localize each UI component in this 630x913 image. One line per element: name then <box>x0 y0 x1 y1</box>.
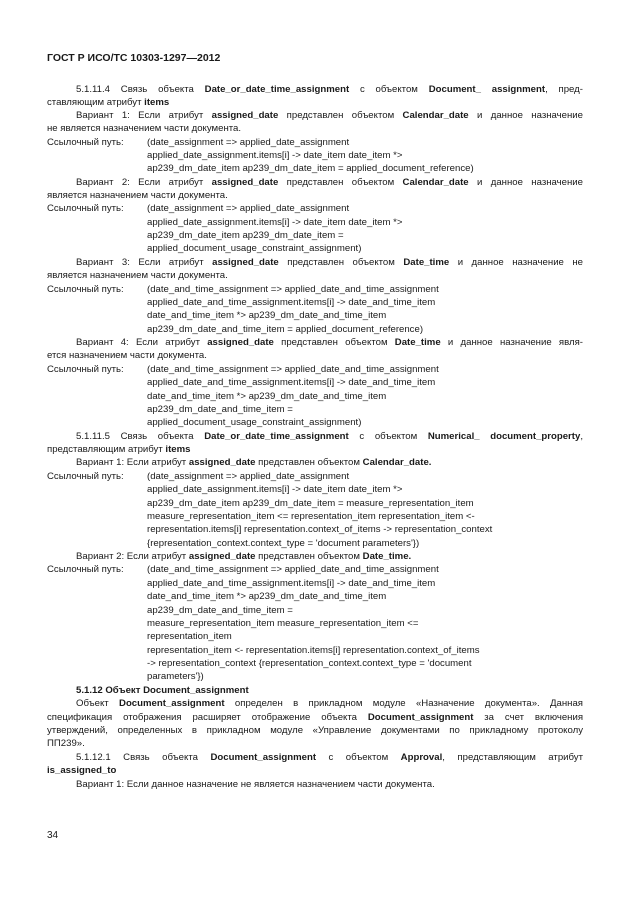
text-line <box>76 751 583 764</box>
text-span: ap239_dm_date_and_time_item = <box>147 605 293 616</box>
bold-term: 5.1.12 Объект Document_assignment <box>76 685 249 696</box>
text-span: applied_date_and_time_assignment.items[i] -> date_and_time_item <box>147 377 436 388</box>
text-line <box>47 189 228 202</box>
text-line <box>147 229 344 242</box>
bold-term: Date_time <box>394 337 441 348</box>
text-span: representation_item <- representation.items[i] representation.context_of_items <box>147 645 480 656</box>
text-span: и данное назначение явля- <box>440 337 583 348</box>
bold-term: Calendar_date. <box>362 457 432 468</box>
bold-term: Date_or_date_time_assignment <box>204 84 350 95</box>
text-span: Ссылочный путь: <box>47 203 124 214</box>
text-line <box>76 430 583 443</box>
bold-term: Calendar_date <box>402 110 469 121</box>
text-span: date_and_time_item *> ap239_dm_date_and_time_item <box>147 391 387 402</box>
text-line <box>147 523 492 536</box>
text-span: ap239_dm_date_item ap239_dm_date_item = applied_document_reference) <box>147 163 474 174</box>
text-span: Ссылочный путь: <box>47 471 124 482</box>
text-line <box>47 470 124 483</box>
text-span: applied_date_assignment.items[i] -> date_item date_item *> <box>147 150 403 161</box>
bold-term: Calendar_date <box>402 177 469 188</box>
bold-term: is_assigned_to <box>47 765 117 776</box>
text-line <box>147 403 293 416</box>
text-span: является назначением части документа. <box>47 270 228 281</box>
bold-term: assigned_date <box>212 257 279 268</box>
text-line <box>47 737 85 750</box>
text-line <box>76 256 583 269</box>
text-span: спецификация отображения расширяет отображение объекта <box>47 712 368 723</box>
text-span: Ссылочный путь: <box>47 284 124 295</box>
text-line <box>147 363 439 376</box>
text-line <box>147 483 402 496</box>
text-span: ap239_dm_date_and_time_item = <box>147 404 293 415</box>
text-span: ap239_dm_date_and_time_item = applied_document_reference) <box>147 324 424 335</box>
text-span: date_and_time_item *> ap239_dm_date_and_time_item <box>147 310 387 321</box>
bold-term: Document_ assignment <box>428 84 546 95</box>
text-span: и данное назначение <box>468 177 583 188</box>
text-span: представляющим атрибут <box>47 444 166 455</box>
bold-term: Date_time. <box>362 551 412 562</box>
text-span: и данное назначение не <box>449 257 583 268</box>
text-line <box>147 323 423 336</box>
text-line <box>47 349 207 362</box>
bold-term: assigned_date <box>207 337 274 348</box>
text-span: representation_item <box>147 631 232 642</box>
text-span: (date_assignment => applied_date_assignment <box>147 471 350 482</box>
bold-term: Document_assignment <box>119 698 225 709</box>
text-span: applied_document_usage_constraint_assignment) <box>147 243 362 254</box>
text-line <box>47 136 124 149</box>
text-line <box>147 590 386 603</box>
text-line <box>47 363 124 376</box>
text-span: applied_date_assignment.items[i] -> date_item date_item *> <box>147 217 403 228</box>
text-span: Вариант 1: Если атрибут <box>76 457 189 468</box>
text-span: applied_date_assignment.items[i] -> date_item date_item *> <box>147 484 403 495</box>
bold-term: items <box>144 97 170 108</box>
text-span: определен в прикладном модуле «Назначение документа». Данная <box>224 698 584 709</box>
text-line <box>147 617 418 630</box>
text-line <box>76 456 431 469</box>
text-line <box>47 443 190 456</box>
text-line <box>47 724 583 737</box>
text-span: представлен объектом <box>278 177 403 188</box>
text-span: Вариант 4: Если атрибут <box>76 337 208 348</box>
text-span: applied_date_and_time_assignment.items[i] -> date_and_time_item <box>147 297 436 308</box>
text-span: Вариант 1: Если данное назначение не является назначением части документа. <box>76 779 435 790</box>
bold-term: Approval <box>400 752 443 763</box>
text-span: measure_representation_item measure_representation_item <= <box>147 618 419 629</box>
text-span: date_and_time_item *> ap239_dm_date_and_time_item <box>147 591 387 602</box>
text-line <box>47 122 241 135</box>
text-line <box>76 778 435 791</box>
bold-term: Document_assignment <box>210 752 317 763</box>
text-line <box>47 202 124 215</box>
page-header: ГОСТ Р ИСО/ТС 10303-1297—2012 <box>47 52 221 64</box>
text-line <box>76 550 411 563</box>
text-span: представлен объектом <box>278 110 403 121</box>
text-span: applied_document_usage_constraint_assignment) <box>147 417 362 428</box>
text-line <box>147 149 402 162</box>
text-line <box>147 604 293 617</box>
text-line <box>147 242 361 255</box>
bold-term: items <box>165 444 191 455</box>
text-span: (date_assignment => applied_date_assignment <box>147 203 350 214</box>
text-line <box>147 162 474 175</box>
bold-term: assigned_date <box>211 177 279 188</box>
text-span: , представляющим атрибут <box>442 752 583 763</box>
text-line <box>147 510 475 523</box>
text-line <box>76 697 583 710</box>
text-line <box>76 336 583 349</box>
text-line <box>47 711 583 724</box>
text-line <box>147 657 472 670</box>
text-span: 5.1.12.1 Связь объекта <box>76 752 211 763</box>
text-span: за счет включения <box>473 712 584 723</box>
text-span: applied_date_and_time_assignment.items[i] -> date_and_time_item <box>147 578 436 589</box>
bold-term: assigned_date <box>211 110 279 121</box>
text-span: Вариант 1: Если атрибут <box>76 110 212 121</box>
text-span: Ссылочный путь: <box>47 364 124 375</box>
text-span: parameters'}) <box>147 671 204 682</box>
bold-term: Document_assignment <box>367 712 474 723</box>
text-line <box>147 497 474 510</box>
bold-term: assigned_date <box>188 551 256 562</box>
text-span: measure_representation_item <= representation_item representation_item <- <box>147 511 475 522</box>
text-line <box>147 202 349 215</box>
text-line <box>147 283 439 296</box>
text-span: ap239_dm_date_item ap239_dm_date_item = <box>147 230 344 241</box>
text-line <box>76 684 249 697</box>
text-line <box>147 644 480 657</box>
text-line <box>147 563 439 576</box>
text-span: с объектом <box>348 431 428 442</box>
bold-term: assigned_date <box>188 457 256 468</box>
text-line <box>76 176 583 189</box>
text-line <box>147 630 232 643</box>
text-line <box>147 296 435 309</box>
text-span: Ссылочный путь: <box>47 137 124 148</box>
text-span: representation.items[i] representation.context_of_items -> representation_context <box>147 524 493 535</box>
text-span: с объектом <box>349 84 429 95</box>
text-line <box>47 764 116 777</box>
text-span: ap239_dm_date_item ap239_dm_date_item = measure_representation_item <box>147 498 474 509</box>
text-line <box>147 670 204 683</box>
text-line <box>147 376 435 389</box>
text-line <box>147 470 349 483</box>
text-line <box>147 416 361 429</box>
text-span: 5.1.11.4 Связь объекта <box>76 84 205 95</box>
text-line <box>47 96 169 109</box>
text-span: (date_and_time_assignment => applied_date_and_time_assignment <box>147 564 439 575</box>
bold-term: Date_or_date_time_assignment <box>204 431 349 442</box>
text-span: 5.1.11.5 Связь объекта <box>76 431 205 442</box>
text-span: представлен объектом <box>255 457 363 468</box>
text-span: , <box>580 431 583 442</box>
text-span: (date_assignment => applied_date_assignment <box>147 137 350 148</box>
text-span: Ссылочный путь: <box>47 564 124 575</box>
text-line <box>147 390 386 403</box>
text-line <box>147 136 349 149</box>
bold-term: Date_time <box>403 257 450 268</box>
page-number: 34 <box>47 830 59 841</box>
text-span: Вариант 2: Если атрибут <box>76 177 212 188</box>
text-span: {representation_context.context_type = 'document parameters'}) <box>147 538 420 549</box>
text-line <box>76 83 583 96</box>
bold-term: Numerical_ document_property <box>427 431 581 442</box>
text-span: представлен объектом <box>278 257 404 268</box>
text-span: представлен объектом <box>255 551 363 562</box>
text-line <box>47 563 124 576</box>
text-line <box>147 216 402 229</box>
text-span: утверждений, определенных в прикладном модуле «Управление документами по прикладному протоколу <box>47 725 583 736</box>
text-span: (date_and_time_assignment => applied_date_and_time_assignment <box>147 364 439 375</box>
text-span: ется назначением части документа. <box>47 350 207 361</box>
text-span: Вариант 2: Если атрибут <box>76 551 189 562</box>
text-span: представлен объектом <box>273 337 395 348</box>
text-span: является назначением части документа. <box>47 190 228 201</box>
text-span: ставляющим атрибут <box>47 97 145 108</box>
text-span: Вариант 3: Если атрибут <box>76 257 213 268</box>
text-line <box>147 577 435 590</box>
text-span: Объект <box>76 698 120 709</box>
text-span: с объектом <box>316 752 401 763</box>
text-line <box>76 109 583 122</box>
text-line <box>47 283 124 296</box>
text-span: -> representation_context {representation_context.context_type = 'document <box>147 658 472 669</box>
text-span: не является назначением части документа. <box>47 123 242 134</box>
text-span: ПП239». <box>47 738 85 749</box>
text-span: , пред- <box>545 84 583 95</box>
text-line <box>47 269 228 282</box>
text-line <box>147 309 386 322</box>
text-span: (date_and_time_assignment => applied_date_and_time_assignment <box>147 284 439 295</box>
text-line <box>147 537 419 550</box>
text-span: и данное назначение <box>468 110 583 121</box>
